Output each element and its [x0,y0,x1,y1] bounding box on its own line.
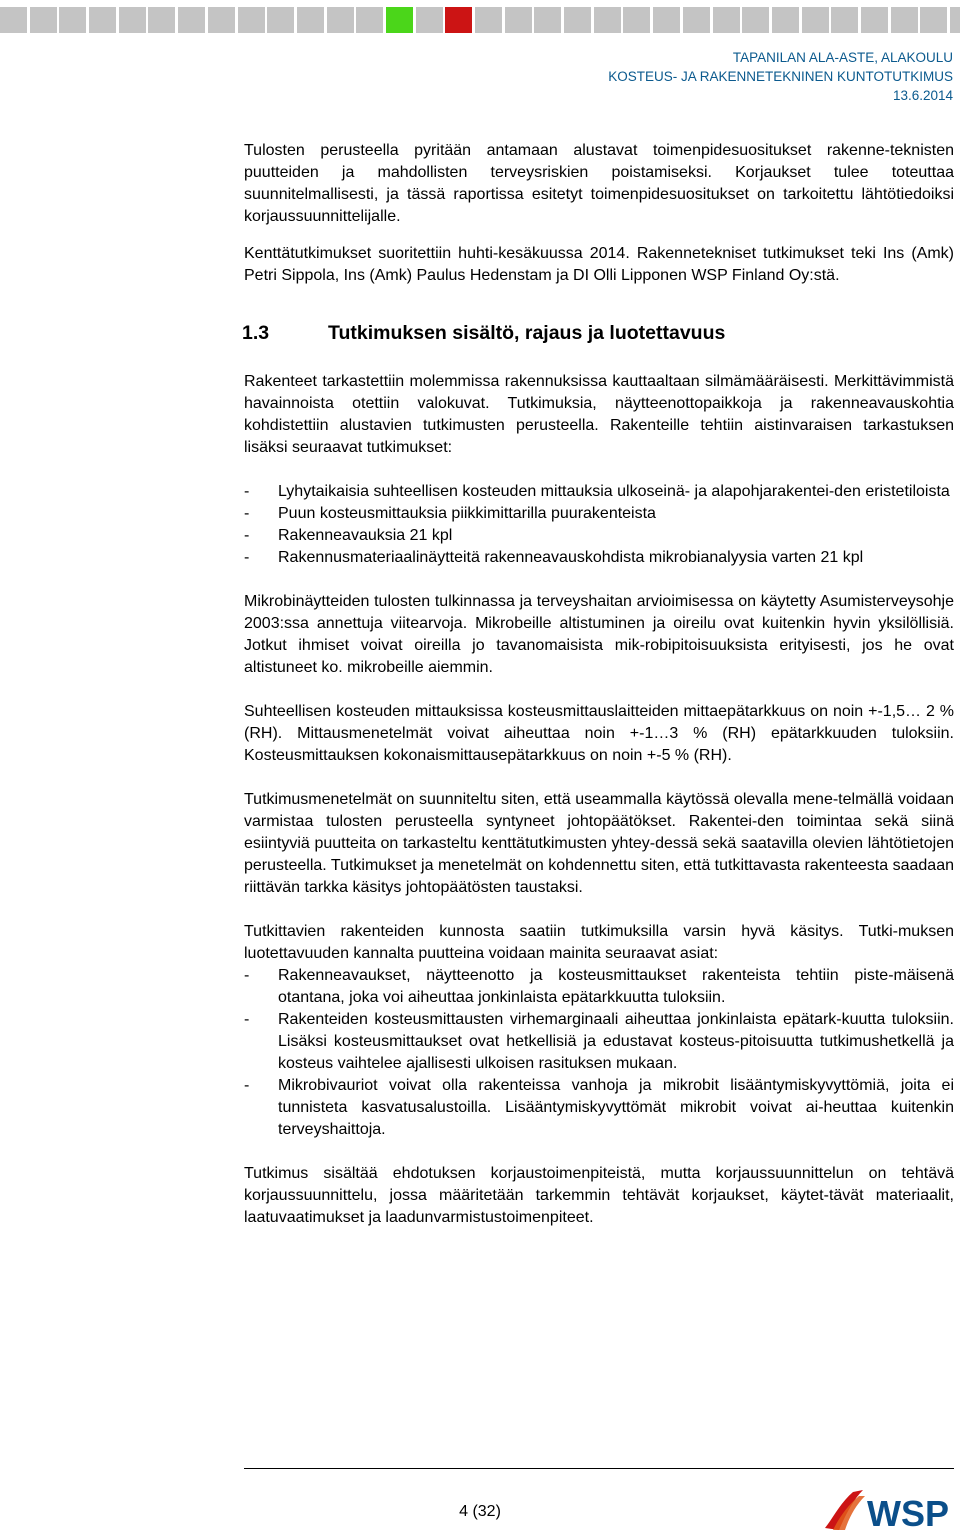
color-square [148,7,175,33]
list-dash: - [244,527,250,544]
list-item-text: Mikrobivauriot voivat olla rakenteissa vanhoja ja mikrobit lisääntymiskyvyttömiä, joita ei tunnisteta kasvatusalustoilla. Lisääntymiskyvyttömät mikrobit voivat ai-heuttaa kuitenkin terveyshaittoja. [278,1077,954,1138]
list-item [244,481,954,503]
color-square [327,7,354,33]
color-square [356,7,383,33]
reliability-limitations-list [244,965,954,1141]
color-square [950,7,960,33]
wsp-swoosh-icon [823,1488,958,1532]
decorative-color-squares [0,7,960,33]
color-square [297,7,324,33]
list-item [244,547,954,569]
section-paragraph-1: Rakenteet tarkastettiin molemmissa rakennuksissa kauttaaltaan silmämääräisesti. Merkittävimmistä havainnoista otettiin valokuvat. Tutkimuksia, näytteenottopaikkoja ja rakenneavauskohtia kohdistettiin alustavien tutkimusten perusteella. Rakenteille tehtiin aistinvaraisen tarkastuksen lisäksi seuraavat tutkimukset: [244,373,954,456]
header-school-name: TAPANILAN ALA-ASTE, ALAKOULU [732,50,953,65]
list-dash: - [244,967,250,984]
list-item-text: Rakenteiden kosteusmittausten virhemarginaali aiheuttaa jonkinlaista epätark-kuutta tuloksiin. Lisäksi kosteusmittaukset ovat hetkellisiä ja edustavat kosteus-pitoisuutta tutkimushetkellä ja kosteus vaihtelee ajallisesti ulkoisen rasituksen mukaan. [278,1011,954,1072]
color-square [416,7,443,33]
list-item-text: Rakenneavaukset, näytteenotto ja kosteusmittaukset rakenteista tehtiin piste-mäisenä otantana, joka voi aiheuttaa jonkinlaista epätarkkuutta tuloksiin. [278,967,954,1006]
color-square [802,7,829,33]
color-square [920,7,947,33]
color-square [713,7,740,33]
intro-paragraph-1: Tulosten perusteella pyritään antamaan alustavat toimenpidesuositukset rakenne-teknisten puutteiden ja mahdollisten terveysriskien poistamiseksi. Korjaukset tulee toteuttaa suunnitelmallisesti, ja tässä raportissa esitetyt toimenpidesuositukset on tarkoitettu lähtötiedoiksi korjaussuunnittelijalle. [244,142,954,225]
research-methods-list [244,481,954,569]
color-square [386,7,413,33]
footer-divider [244,1468,954,1469]
list-item [244,1009,954,1075]
color-square [119,7,146,33]
section-paragraph-6: Tutkimus sisältää ehdotuksen korjaustoimenpiteistä, mutta korjaussuunnittelun on tehtävä korjaussuunnittelu, jossa määritetään tarkemmin tehtävät korjaukset, käytet-tävät materiaalit, laatuvaatimukset ja laadunvarmistustoimenpiteet. [244,1165,954,1226]
list-item [244,965,954,1009]
section-paragraph-4: Tutkimusmenetelmät on suunniteltu siten, että useammalla käytössä olevalla mene-telmällä voidaan varmistaa tulosten perusteella syntyneet johtopäätökset. Rakentei-den toimintaa sekä siinä esiintyviä puutteita on tarkasteltu kenttätutkimusten yhtey-dessä sekä saatavilla olevien lähtötietojen perusteella. Tutkimukset ja menetelmät on kohdennettu siten, että tutkittavasta rakenteesta saadaan riittävän tarkka käsitys johtopäätösten taustaksi. [244,791,954,896]
color-square [178,7,205,33]
color-square [505,7,532,33]
section-title: Tutkimuksen sisältö, rajaus ja luotettavuus [328,322,726,344]
list-item [244,1075,954,1141]
section-paragraph-3: Suhteellisen kosteuden mittauksissa kosteusmittauslaitteiden mittaepätarkkuus on noin +-1,5… 2 % (RH). Mittausmenetelmät voivat aiheuttaa noin +-1…3 % (RH) epätarkkuuden tuloksiin. Kosteusmittauksen kokonaismittausepätarkkuus on noin +-5 % (RH). [244,703,954,764]
intro-paragraph-2: Kenttätutkimukset suoritettiin huhti-kesäkuussa 2014. Rakennetekniset tutkimukset teki Ins (Amk) Petri Sippola, Ins (Amk) Paulus Hedenstam ja DI Olli Lipponen WSP Finland Oy:stä. [244,245,954,284]
list-item-text: Lyhytaikaisia suhteellisen kosteuden mittauksia ulkoseinä- ja alapohjarakentei-den eristetiloista [278,483,950,500]
color-square [238,7,265,33]
list-dash: - [244,1077,250,1094]
color-square [475,7,502,33]
color-square [594,7,621,33]
list-item [244,503,954,525]
color-square [683,7,710,33]
color-square [564,7,591,33]
color-square [534,7,561,33]
section-heading [242,321,954,345]
section-paragraph-5: Tutkittavien rakenteiden kunnosta saatiin tutkimuksilla varsin hyvä käsitys. Tutki-muksen luotettavuuden kannalta puutteina voidaan mainita seuraavat asiat: [244,923,954,962]
color-square [0,7,27,33]
color-square [861,7,888,33]
color-square [89,7,116,33]
color-square [30,7,57,33]
color-square [831,7,858,33]
section-number: 1.3 [242,322,270,344]
header-report-type: KOSTEUS- JA RAKENNETEKNINEN KUNTOTUTKIMUS [608,69,953,84]
page-header [608,48,953,105]
list-dash: - [244,483,250,500]
color-square [623,7,650,33]
wsp-logo [823,1488,958,1532]
color-square [772,7,799,33]
list-item [244,525,954,547]
list-item-text: Rakennusmateriaalinäytteitä rakenneavauskohdista mikrobianalyysia varten 21 kpl [278,549,864,566]
list-dash: - [244,1011,250,1028]
color-square [208,7,235,33]
color-square [742,7,769,33]
color-square [267,7,294,33]
wsp-logo-text: WSP [867,1493,950,1532]
list-dash: - [244,505,250,522]
color-square [653,7,680,33]
color-square [891,7,918,33]
color-square [445,7,472,33]
section-paragraph-2: Mikrobinäytteiden tulosten tulkinnassa ja terveyshaitan arvioimisessa on käytetty Asumisterveysohje 2003:ssa annettuja viitearvoja. Mikrobeille altistuminen ja oireilu ovat kuitenkin hyvin yksilöllisiä. Jotkut ihmiset voivat oireilla jo tavanomaisista mik-robipitoisuuksista erityisesti, jos he ovat altistuneet ko. mikrobeille aiemmin. [244,593,954,676]
main-content [244,140,954,1229]
header-date: 13.6.2014 [892,88,953,103]
color-square [59,7,86,33]
list-dash: - [244,549,250,566]
page-number: 4 (32) [459,1503,501,1520]
list-item-text: Puun kosteusmittauksia piikkimittarilla puurakenteista [278,505,656,522]
list-item-text: Rakenneavauksia 21 kpl [278,527,453,544]
